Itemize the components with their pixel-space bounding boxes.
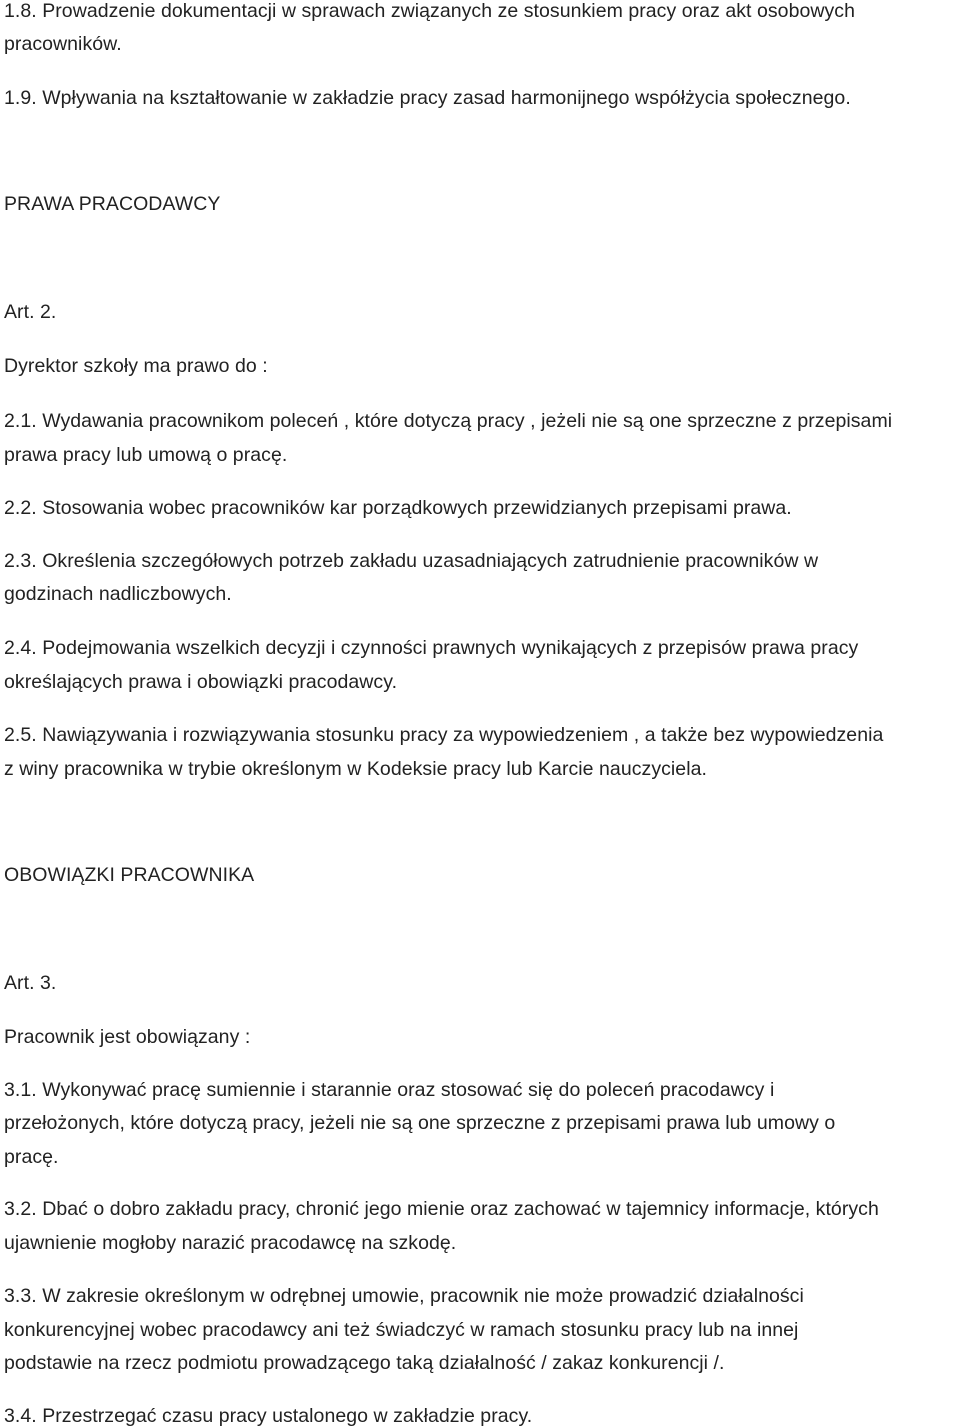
text-line-2-2: 2.2. Stosowania wobec pracowników kar porządkowych przewidzianych przepisami prawa. bbox=[4, 497, 792, 519]
section-heading-prawa: PRAWA PRACODAWCY bbox=[4, 193, 221, 215]
text-line-1-8-cont: pracowników. bbox=[4, 33, 122, 55]
text-line-3-1-cont-1: przełożonych, które dotyczą pracy, jeżeli nie są one sprzeczne z przepisami prawa lub umowy o bbox=[4, 1112, 836, 1134]
text-line-2-3: 2.3. Określenia szczegółowych potrzeb zakładu uzasadniających zatrudnienie pracowników w bbox=[4, 550, 819, 572]
text-line-3-2: 3.2. Dbać o dobro zakładu pracy, chronić jego mienie oraz zachować w tajemnicy informacje, których bbox=[4, 1198, 879, 1220]
text-line-3-4: 3.4. Przestrzegać czasu pracy ustalonego w zakładzie pracy. bbox=[4, 1405, 533, 1427]
text-line-2-1-cont: prawa pracy lub umową o pracę. bbox=[4, 444, 288, 466]
text-line-2-3-cont: godzinach nadliczbowych. bbox=[4, 583, 232, 605]
text-line-2-5: 2.5. Nawiązywania i rozwiązywania stosunku pracy za wypowiedzeniem , a także bez wypowiedzenia bbox=[4, 724, 884, 746]
article-3-heading: Art. 3. bbox=[4, 972, 57, 994]
article-2-intro: Dyrektor szkoły ma prawo do : bbox=[4, 355, 268, 377]
article-2-heading: Art. 2. bbox=[4, 301, 57, 323]
text-line-2-4: 2.4. Podejmowania wszelkich decyzji i czynności prawnych wynikających z przepisów prawa pracy bbox=[4, 637, 859, 659]
text-line-3-1-cont-2: pracę. bbox=[4, 1146, 59, 1168]
section-heading-obowiazki: OBOWIĄZKI PRACOWNIKA bbox=[4, 864, 255, 886]
text-line-3-3: 3.3. W zakresie określonym w odrębnej umowie, pracownik nie może prowadzić działalności bbox=[4, 1285, 804, 1307]
text-line-3-3-cont-2: podstawie na rzecz podmiotu prowadzącego taką działalność / zakaz konkurencji /. bbox=[4, 1352, 725, 1374]
text-line-1-9: 1.9. Wpływania na kształtowanie w zakładzie pracy zasad harmonijnego współżycia społecznego. bbox=[4, 87, 851, 109]
text-line-3-1: 3.1. Wykonywać pracę sumiennie i starannie oraz stosować się do poleceń pracodawcy i bbox=[4, 1079, 775, 1101]
article-3-intro: Pracownik jest obowiązany : bbox=[4, 1026, 251, 1048]
text-line-2-1: 2.1. Wydawania pracownikom poleceń , które dotyczą pracy , jeżeli nie są one sprzeczne z przepisami bbox=[4, 410, 893, 432]
text-line-1-8: 1.8. Prowadzenie dokumentacji w sprawach związanych ze stosunkiem pracy oraz akt osobowych bbox=[4, 0, 855, 22]
text-line-3-2-cont: ujawnienie mogłoby narazić pracodawcę na szkodę. bbox=[4, 1232, 457, 1254]
text-line-3-3-cont-1: konkurencyjnej wobec pracodawcy ani też świadczyć w ramach stosunku pracy lub na innej bbox=[4, 1319, 799, 1341]
text-line-2-5-cont: z winy pracownika w trybie określonym w Kodeksie pracy lub Karcie nauczyciela. bbox=[4, 758, 707, 780]
text-line-2-4-cont: określających prawa i obowiązki pracodawcy. bbox=[4, 671, 398, 693]
